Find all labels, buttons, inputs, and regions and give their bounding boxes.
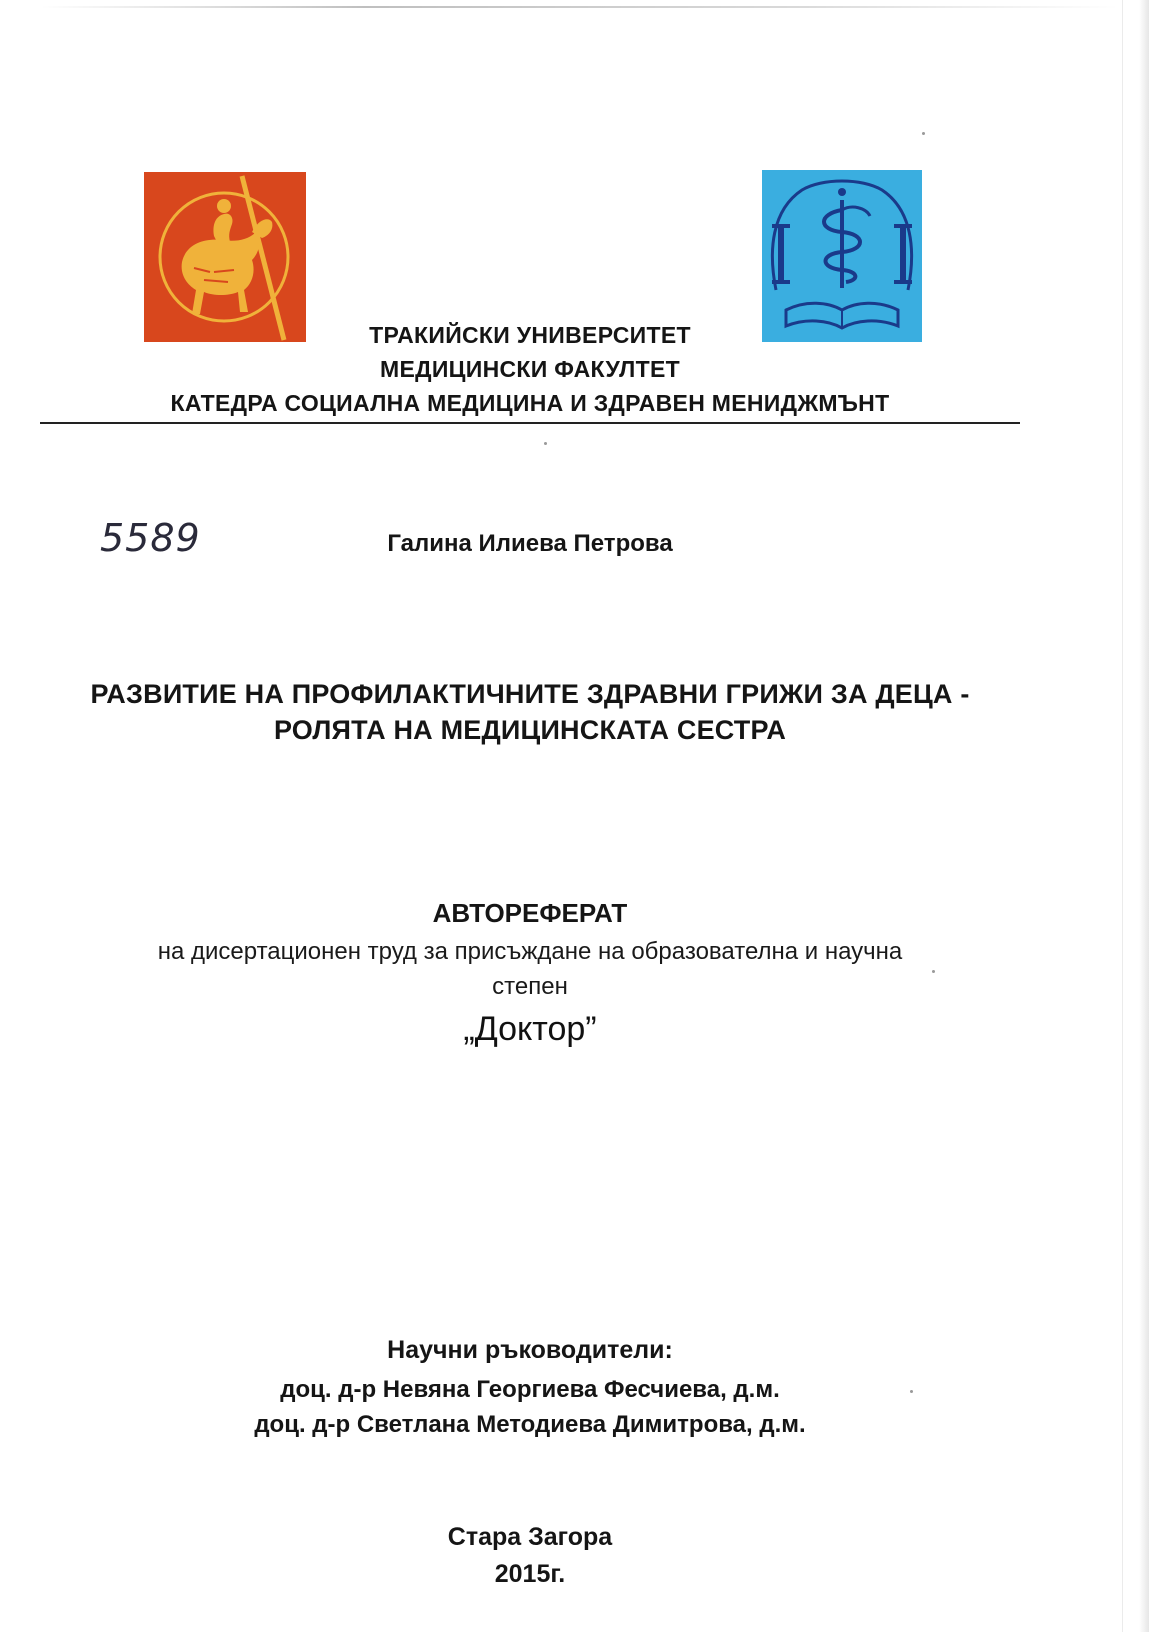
- scan-speck: [932, 970, 935, 973]
- scan-right-line: [1122, 0, 1123, 1632]
- department-name: КАТЕДРА СОЦИАЛНА МЕДИЦИНА И ЗДРАВЕН МЕНИДЖМЪНТ: [170, 390, 890, 416]
- university-name: ТРАКИЙСКИ УНИВЕРСИТЕТ: [369, 322, 691, 348]
- city: Стара Загора: [447, 1523, 613, 1551]
- year: 2015г.: [494, 1560, 566, 1588]
- abstract-description-line-1: на дисертационен труд за присъждане на образователна и научна: [157, 938, 903, 965]
- header-divider: [40, 422, 1020, 424]
- degree-title: „Доктор”: [463, 1010, 597, 1048]
- supervisor-2: доц. д-р Светлана Методиева Димитрова, д.м.: [254, 1411, 806, 1438]
- thesis-title-line-1: РАЗВИТИЕ НА ПРОФИЛАКТИЧНИТЕ ЗДРАВНИ ГРИЖИ ЗА ДЕЦА -: [90, 679, 970, 709]
- thesis-title-line-2: РОЛЯТА НА МЕДИЦИНСКАТА СЕСТРА: [273, 715, 787, 745]
- thracian-horseman-emblem-icon: [144, 172, 306, 342]
- scan-speck: [544, 442, 547, 445]
- scan-speck: [910, 1390, 913, 1393]
- scan-right-edge: [1139, 0, 1149, 1632]
- author-name: Галина Илиева Петрова: [387, 530, 673, 557]
- scan-top-edge: [40, 6, 1120, 8]
- abstract-description-line-2: степен: [492, 973, 568, 1000]
- scan-speck: [922, 132, 925, 135]
- handwritten-number: 5589: [100, 516, 201, 560]
- medical-faculty-emblem-icon: [762, 170, 922, 342]
- supervisor-1: доц. д-р Невяна Георгиева Фесчиева, д.м.: [280, 1376, 780, 1403]
- abstract-title: АВТОРЕФЕРАТ: [432, 898, 628, 928]
- faculty-name: МЕДИЦИНСКИ ФАКУЛТЕТ: [380, 356, 680, 382]
- supervisors-label: Научни ръководители:: [387, 1336, 673, 1364]
